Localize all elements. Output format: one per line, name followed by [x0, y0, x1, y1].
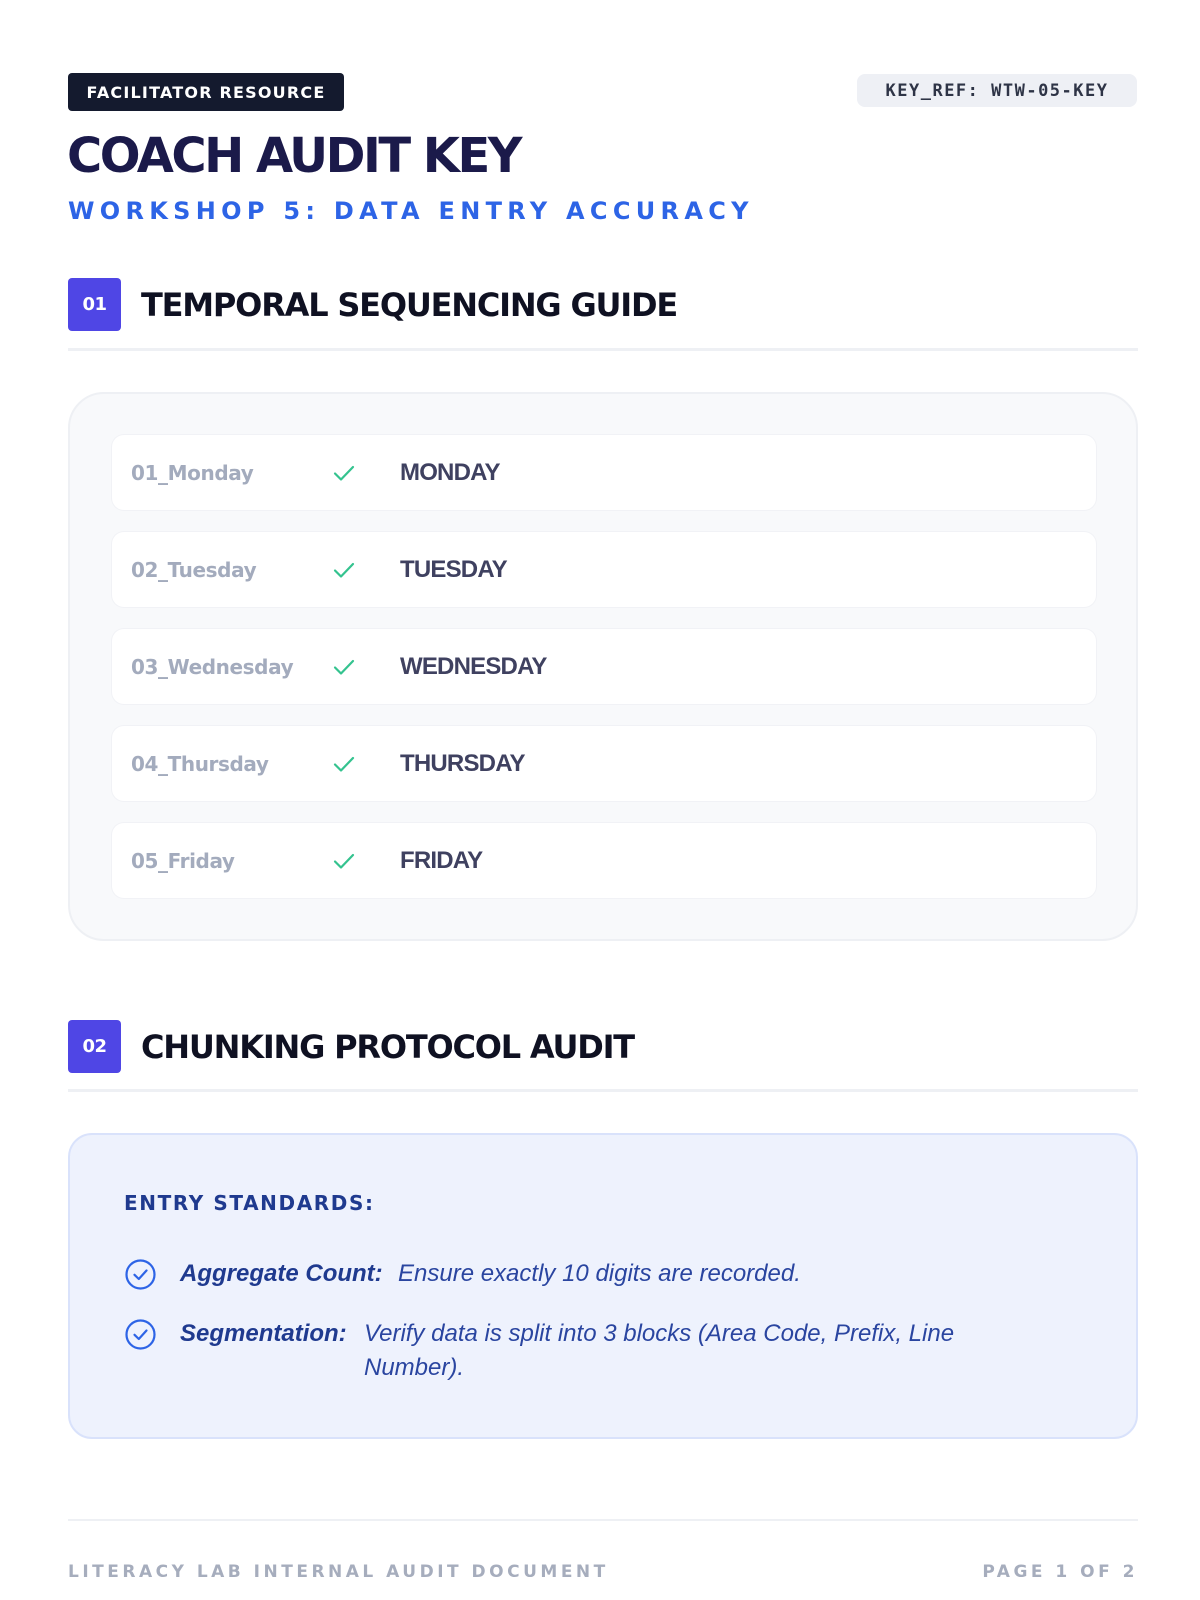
- day-code: 03_Wednesday: [131, 654, 294, 679]
- day-name: TUESDAY: [400, 555, 507, 583]
- day-code: 05_Friday: [131, 848, 235, 873]
- day-code: 01_Monday: [131, 460, 254, 485]
- day-name: THURSDAY: [400, 749, 525, 777]
- check-icon: [332, 655, 356, 679]
- temporal-sequencing-card: [68, 392, 1138, 941]
- standard-key: Segmentation:: [180, 1320, 347, 1347]
- entry-standards-label: ENTRY STANDARDS:: [124, 1191, 375, 1215]
- check-icon: [332, 558, 356, 582]
- standard-value: Ensure exactly 10 digits are recorded.: [398, 1260, 801, 1287]
- section-title: CHUNKING PROTOCOL AUDIT: [141, 1028, 634, 1066]
- check-icon: [332, 849, 356, 873]
- facilitator-resource-badge: FACILITATOR RESOURCE: [68, 73, 344, 111]
- page-title: COACH AUDIT KEY: [67, 128, 521, 184]
- standard-item: [124, 1257, 1084, 1293]
- day-row: [112, 823, 1096, 898]
- day-row: [112, 726, 1096, 801]
- day-row: [112, 532, 1096, 607]
- key-ref-tag: KEY_REF: WTW-05-KEY: [857, 74, 1137, 107]
- day-row: [112, 629, 1096, 704]
- day-code: 04_Thursday: [131, 751, 269, 776]
- footer-document-label: LITERACY LAB INTERNAL AUDIT DOCUMENT: [68, 1562, 609, 1582]
- page-subtitle: WORKSHOP 5: DATA ENTRY ACCURACY: [68, 197, 754, 225]
- day-name: WEDNESDAY: [400, 652, 547, 680]
- section-title: TEMPORAL SEQUENCING GUIDE: [141, 286, 678, 324]
- footer-divider: [68, 1519, 1138, 1521]
- standard-key: Aggregate Count:: [180, 1260, 383, 1287]
- check-circle-icon: [124, 1258, 157, 1291]
- day-name: MONDAY: [400, 458, 500, 486]
- check-circle-icon: [124, 1318, 157, 1351]
- section-divider: [68, 1089, 1138, 1092]
- day-name: FRIDAY: [400, 846, 483, 874]
- day-row: [112, 435, 1096, 510]
- day-code: 02_Tuesday: [131, 557, 257, 582]
- page-number: PAGE 1 OF 2: [982, 1562, 1138, 1582]
- standard-item: [124, 1317, 1084, 1389]
- section-number-badge: 02: [68, 1020, 121, 1073]
- entry-standards-card: [68, 1133, 1138, 1439]
- section-divider: [68, 348, 1138, 351]
- check-icon: [332, 752, 356, 776]
- check-icon: [332, 461, 356, 485]
- standard-value: Verify data is split into 3 blocks (Area Code, Prefix, Line Number).: [364, 1320, 955, 1381]
- section-number-badge: 01: [68, 278, 121, 331]
